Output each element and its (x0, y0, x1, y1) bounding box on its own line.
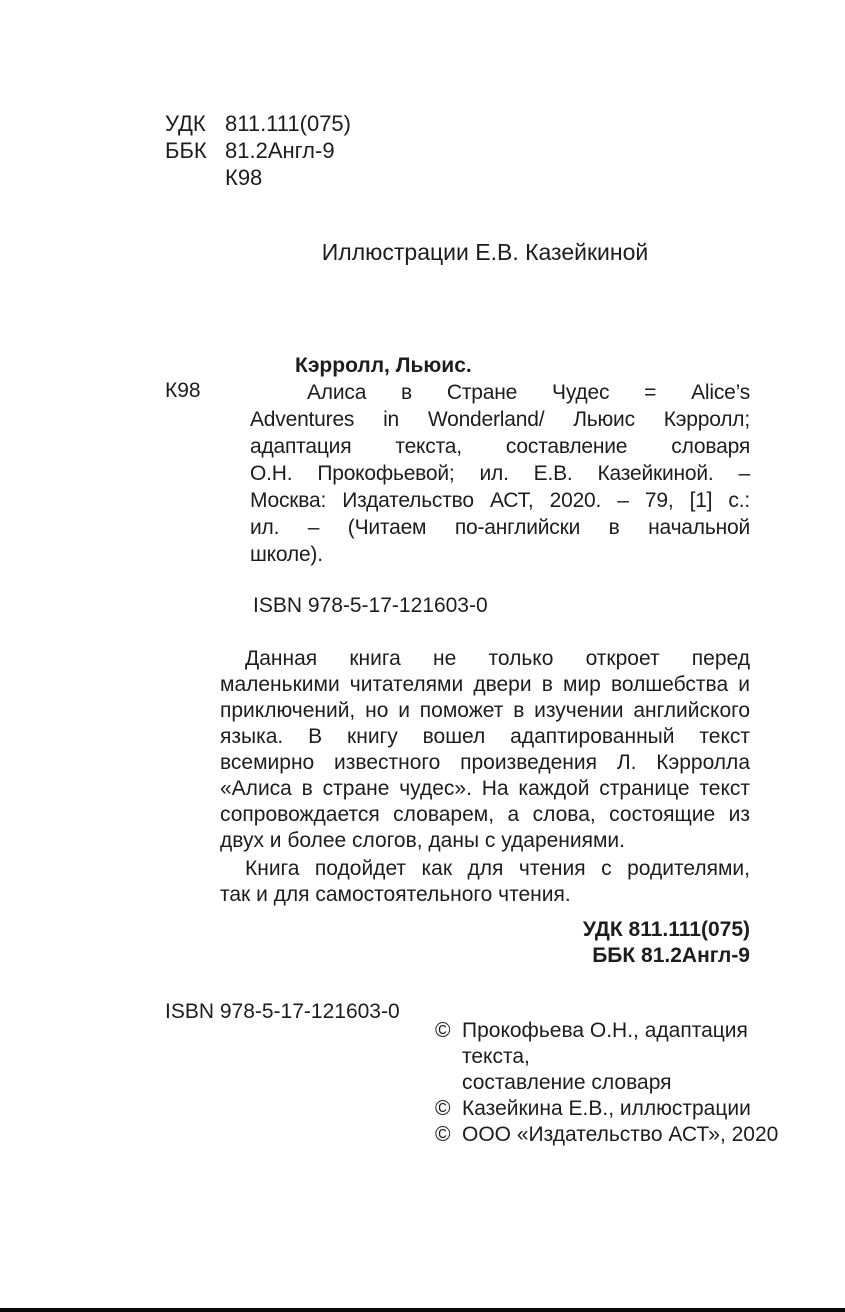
copyright-text: составление словаря (462, 1071, 672, 1094)
author-sign-value: К98 (225, 165, 263, 190)
copyright-symbol (435, 1070, 462, 1096)
author-sign-label (165, 164, 225, 191)
bbk-bottom-line: ББК 81.2Англ-9 (592, 944, 750, 967)
text-line: маленькими читателями двери в мир волшебства и (220, 673, 750, 696)
annotation-paragraph-2 (220, 856, 750, 908)
copyright-line (435, 1018, 807, 1070)
text-line: «Алиса в стране чудес». На каждой странице текст (220, 777, 750, 800)
text-line: О.Н. Прокофьевой; ил. Е.В. Казейкиной. – (250, 462, 750, 485)
udk-bottom-line: УДК 811.111(075) (582, 918, 750, 941)
copyright-block (435, 1018, 807, 1148)
catalog-card-description (250, 379, 750, 568)
bbk-value: 81.2Англ-9 (225, 138, 335, 163)
copyright-line (435, 1070, 807, 1096)
copyright-symbol: © (435, 1097, 451, 1120)
classification-codes-bottom (220, 917, 750, 969)
text-line: двух и более слогов, даны с ударениями. (220, 829, 625, 852)
text-line: Данная книга не только откроет перед (245, 647, 750, 670)
text-line: ил. – (Читаем по-английски в начальной (250, 516, 750, 539)
annotation-paragraph-1 (220, 646, 750, 854)
text-line: школе). (250, 543, 323, 566)
author-sign-row (165, 164, 351, 191)
copyright-symbol: © (435, 1123, 451, 1146)
isbn-footer-line: ISBN 978-5-17-121603-0 (165, 1000, 400, 1023)
illustrations-credit: Иллюстрации Е.В. Казейкиной (321, 239, 649, 265)
copyright-line (435, 1096, 807, 1122)
catalog-card-author-heading: Кэрролл, Льюис. (295, 354, 472, 377)
text-line: языка. В книгу вошел адаптированный текст (220, 725, 750, 748)
bbk-label: ББК (165, 138, 207, 163)
text-line: всемирно известного произведения Л. Кэрролла (220, 751, 750, 774)
udk-label: УДК (165, 111, 206, 136)
text-line: Книга подойдет как для чтения с родителями, (245, 857, 750, 880)
text-line: Алиса в Стране Чудес = Alice’s (307, 381, 750, 404)
text-line: приключений, но и поможет в изучении английского (220, 699, 750, 722)
copyright-text: ООО «Издательство АСТ», 2020 (462, 1123, 779, 1146)
text-line: адаптация текста, составление словаря (250, 435, 750, 458)
catalog-margin-code: К98 (165, 379, 201, 402)
copyright-text: Казейкина Е.В., иллюстрации (462, 1097, 751, 1120)
udk-value: 811.111(075) (225, 111, 351, 136)
text-line: Adventures in Wonderland/ Льюис Кэрролл; (250, 408, 750, 431)
copyright-symbol: © (435, 1019, 451, 1042)
page-bottom-edge (0, 1308, 845, 1312)
annotation-block (220, 646, 750, 969)
copyright-line (435, 1122, 807, 1148)
text-line: так и для самостоятельного чтения. (220, 883, 571, 906)
text-line: сопровождается словарем, а слова, состоящие из (220, 803, 750, 826)
udk-code-row (165, 110, 351, 137)
bbk-code-row (165, 137, 351, 164)
classification-codes-top (165, 110, 351, 191)
copyright-text: Прокофьева О.Н., адаптация текста, (462, 1019, 748, 1068)
catalog-card (250, 352, 750, 568)
isbn-card-line: ISBN 978-5-17-121603-0 (253, 594, 488, 617)
text-line: Москва: Издательство АСТ, 2020. – 79, [1] с.: (250, 489, 750, 512)
